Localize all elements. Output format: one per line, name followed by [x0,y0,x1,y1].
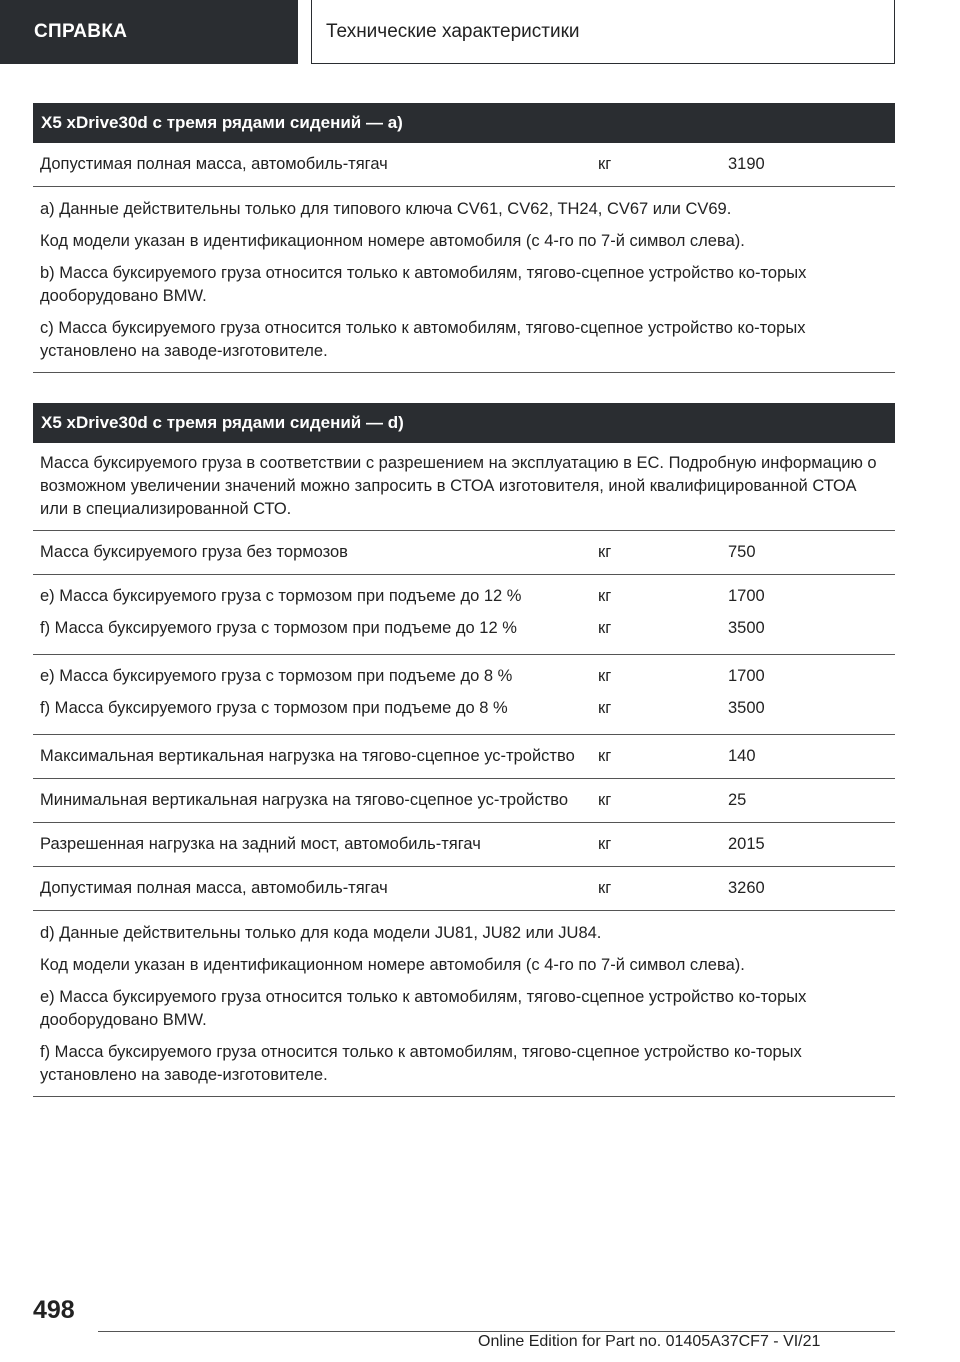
footnote: f) Масса буксируемого груза относится только к автомобилям, тягово-сцепное устройство ко-торых установлено на заводе-изготовителе. [40,1043,802,1084]
header-chapter-label [311,0,895,64]
row-unit-line: кг [598,667,612,685]
section-a-title-text: X5 xDrive30d с тремя рядами сидений — a) [41,113,403,132]
row-unit [598,665,728,720]
row-value [728,665,895,720]
table-row [33,575,895,655]
section-a-title [33,103,895,143]
row-unit-line: кг [598,619,612,637]
row-value: 3190 [728,155,765,173]
table-row [33,735,895,779]
table-row [33,779,895,823]
footnote: Код модели указан в идентификационном номере автомобиля (с 4-го по 7-й символ слева). [40,232,745,250]
table-row [33,143,895,187]
footer-edition: Online Edition for Part no. 01405A37CF7 - VI/21 [478,1333,821,1350]
footnote: b) Масса буксируемого груза относится только к автомобилям, тягово-сцепное устройство ко-торых дооборудовано BMW. [40,264,807,305]
row-description: Максимальная вертикальная нагрузка на тягово-сцепное ус-тройство [40,747,575,765]
row-unit [598,585,728,640]
section-d-title [33,403,895,443]
row-description: Масса буксируемого груза без тормозов [40,543,348,561]
row-value: 140 [728,747,756,765]
row-value: 25 [728,791,747,809]
section-d-footnotes [33,911,895,1097]
row-description [40,585,598,640]
row-value-line: 1700 [728,667,765,685]
header-chapter-text: Технические характеристики [326,20,580,42]
row-value-line: 1700 [728,587,765,605]
section-d-intro: Масса буксируемого груза в соответствии с разрешением на эксплуатацию в ЕС. Подробную информацию о возможном увеличении значений можно запросить в СТОА изготовителя, иной квалифицированной СТОА или в специализированной СТО. [33,443,895,531]
row-value [728,585,895,640]
row-unit: кг [598,155,612,173]
footnote: d) Данные действительны только для кода модели JU81, JU82 или JU84. [40,924,602,942]
footnote: Код модели указан в идентификационном номере автомобиля (с 4-го по 7-й символ слева). [40,956,745,974]
row-unit: кг [598,543,612,561]
row-unit: кг [598,879,612,897]
row-description-line: f) Масса буксируемого груза с тормозом при подъеме до 12 % [40,619,517,637]
page-content [33,103,895,1097]
row-unit-line: кг [598,699,612,717]
row-description-line: f) Масса буксируемого груза с тормозом при подъеме до 8 % [40,699,508,717]
row-description-line: e) Масса буксируемого груза с тормозом при подъеме до 8 % [40,667,513,685]
table-row [33,867,895,911]
row-description: Разрешенная нагрузка на задний мост, автомобиль-тягач [40,835,481,853]
row-unit: кг [598,835,612,853]
row-value-line: 3500 [728,619,765,637]
row-description-line: e) Масса буксируемого груза с тормозом при подъеме до 12 % [40,587,522,605]
footnote: a) Данные действительны только для типового ключа CV61, CV62, TH24, CV67 или CV69. [40,200,732,218]
table-row [33,823,895,867]
row-value-line: 3500 [728,699,765,717]
header-section-label [0,0,298,64]
row-description: Минимальная вертикальная нагрузка на тягово-сцепное ус-тройство [40,791,569,809]
row-description: Допустимая полная масса, автомобиль-тягач [40,155,388,173]
footnote: e) Масса буксируемого груза относится только к автомобилям, тягово-сцепное устройство ко-торых дооборудовано BMW. [40,988,807,1029]
footer-divider [98,1331,895,1332]
row-value: 2015 [728,835,765,853]
section-d-title-text: X5 xDrive30d с тремя рядами сидений — d) [41,413,404,432]
row-description: Допустимая полная масса, автомобиль-тягач [40,879,388,897]
row-unit-line: кг [598,587,612,605]
row-value: 750 [728,543,756,561]
table-row [33,655,895,735]
row-value: 3260 [728,879,765,897]
row-description [40,665,598,720]
table-row [33,531,895,575]
header-section-text: СПРАВКА [34,21,128,42]
footnote: c) Масса буксируемого груза относится только к автомобилям, тягово-сцепное устройство ко-торых установлено на заводе-изготовителе. [40,319,806,360]
page-number: 498 [33,1296,75,1324]
row-unit: кг [598,791,612,809]
section-a-footnotes [33,187,895,373]
row-unit: кг [598,747,612,765]
